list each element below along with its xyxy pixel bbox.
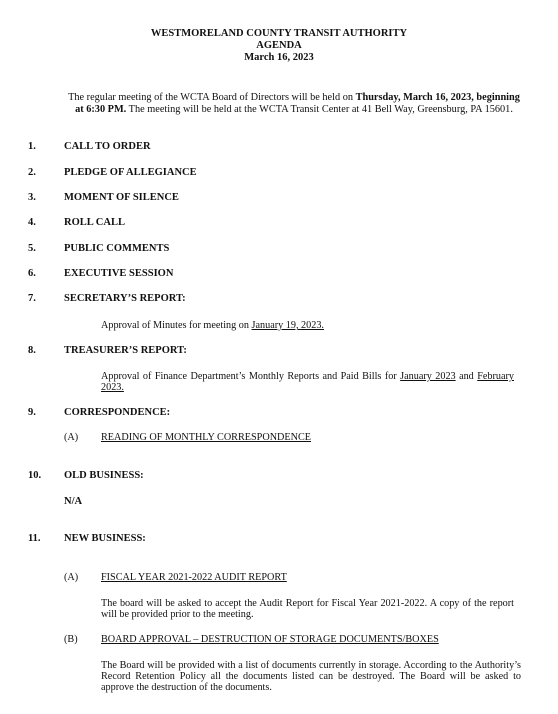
- intro-text-end: The meeting will be held at the WCTA Transit Center at 41 Bell Way, Greensburg, PA 15601.: [126, 104, 513, 115]
- item-number: 5.: [28, 243, 36, 254]
- intro-text-start: The regular meeting of the WCTA Board of Directors will be held on: [68, 92, 356, 103]
- treasurer-report-date-2: February 2023.: [101, 371, 514, 393]
- org-name: WESTMORELAND COUNTY TRANSIT AUTHORITY: [150, 28, 408, 39]
- sub-item-letter: (A): [64, 432, 79, 443]
- item-number: 7.: [28, 293, 36, 304]
- item-number: 4.: [28, 217, 36, 228]
- treasurer-report-and: and: [455, 371, 478, 382]
- item-call-to-order: CALL TO ORDER: [64, 141, 151, 152]
- agenda-date: March 16, 2023: [244, 52, 314, 63]
- item-number: 11.: [28, 533, 41, 544]
- item-roll-call: ROLL CALL: [64, 217, 125, 228]
- secretary-report-date: January 19, 2023.: [251, 320, 324, 331]
- item-old-business: OLD BUSINESS:: [64, 470, 144, 481]
- old-business-na: N/A: [64, 496, 83, 507]
- item-correspondence: CORRESPONDENCE:: [64, 407, 171, 418]
- item-moment-of-silence: MOMENT OF SILENCE: [64, 192, 179, 203]
- item-number: 8.: [28, 345, 36, 356]
- intro-meeting-time: Thursday, March 16, 2023, beginning at 6:30 PM.: [75, 92, 520, 115]
- correspondence-title: READING OF MONTHLY CORRESPONDENCE: [101, 432, 312, 443]
- document-destruction-description: The Board will be provided with a list of documents currently in storage. According to the Authority’s Record Retention Policy all the documents listed can be destroyed. The Board will be asked to approve the destruction of the documents.: [101, 660, 521, 693]
- item-executive-session: EXECUTIVE SESSION: [64, 268, 174, 279]
- treasurer-report-date-1: January 2023: [400, 371, 456, 382]
- item-pledge-of-allegiance: PLEDGE OF ALLEGIANCE: [64, 167, 197, 178]
- sub-item-letter: (B): [64, 634, 78, 645]
- item-new-business: NEW BUSINESS:: [64, 533, 146, 544]
- item-public-comments: PUBLIC COMMENTS: [64, 243, 170, 254]
- audit-report-description: The board will be asked to accept the Audit Report for Fiscal Year 2021-2022. A copy of the report will be provided prior to the meeting.: [101, 598, 514, 620]
- audit-report-title: FISCAL YEAR 2021-2022 AUDIT REPORT: [101, 572, 287, 583]
- intro-paragraph: [64, 92, 524, 116]
- treasurer-report-text: Approval of Finance Department’s Monthly Reports and Paid Bills for: [101, 371, 401, 382]
- item-secretary-report: SECRETARY’S REPORT:: [64, 293, 186, 304]
- secretary-report-detail: [101, 320, 324, 331]
- sub-item-letter: (A): [64, 572, 79, 583]
- item-number: 6.: [28, 268, 36, 279]
- secretary-report-text: Approval of Minutes for meeting on: [101, 320, 252, 331]
- item-number: 10.: [28, 470, 42, 481]
- treasurer-report-detail: [101, 371, 514, 393]
- agenda-title: AGENDA: [256, 40, 302, 51]
- item-number: 2.: [28, 167, 36, 178]
- item-number: 9.: [28, 407, 36, 418]
- item-treasurer-report: TREASURER’S REPORT:: [64, 345, 187, 356]
- item-number: 1.: [28, 141, 36, 152]
- item-number: 3.: [28, 192, 36, 203]
- document-destruction-title: BOARD APPROVAL – DESTRUCTION OF STORAGE DOCUMENTS/BOXES: [101, 634, 439, 645]
